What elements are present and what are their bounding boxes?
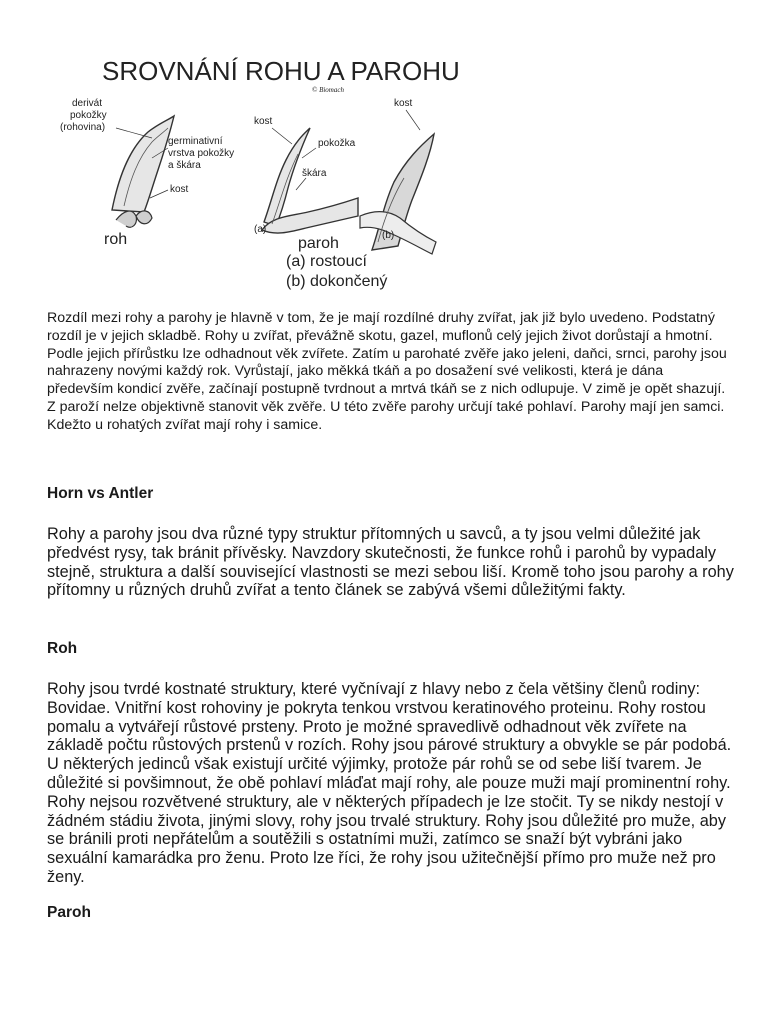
- intro-paragraph: Rozdíl mezi rohy a parohy je hlavně v tom, že je mají rozdílné druhy zvířat, jak již bylo uvedeno. Podstatný rozdíl je v jejich skladbě. Rohy u zvířat, převážně skotu, gazel, muflonů celý jejich život dorůstají a hmotní. Podle jejich přírůstku lze odhadnout věk zvířete. Zatím u parohaté zvěře jako jeleni, daňci, srnci, parohy jsou nahrazeny novými každý rok. Vyrůstají, jako měkká tkáň a po dosažení své velikosti, která je dána především kondicí zvěře, začínají postupně tvrdnout a mrtvá tkáň se z nich odlupuje. V zimě je opět shazují. Z paroží nelze objektivně stanovit věk zvěře. U této zvěře parohy určují také pohlaví. Parohy mají jen samci. Kdežto u rohatých zvířat mají rohy i samice.: [47, 310, 727, 433]
- label-b: (b): [382, 230, 395, 241]
- diagram-title: SROVNÁNÍ ROHU A PAROHU: [102, 56, 460, 86]
- heading-paroh: Paroh: [47, 904, 91, 921]
- label-roh: roh: [104, 231, 128, 248]
- label-rostouci: (a) rostoucí: [286, 253, 367, 270]
- antler-finished-illustration: [360, 110, 436, 254]
- heading-horn-vs-antler: Horn vs Antler: [47, 485, 154, 502]
- label-kost-antler-b: kost: [394, 98, 413, 109]
- diagram-copyright: © Biomach: [312, 86, 344, 94]
- label-skara: škára: [302, 168, 327, 179]
- label-germinativni: germinativní vrstva pokožky a škára: [168, 136, 235, 171]
- label-pokozka: pokožka: [318, 138, 356, 149]
- label-kost-antler-a: kost: [254, 116, 273, 127]
- label-a: (a): [254, 224, 267, 235]
- horn-illustration: [112, 116, 174, 227]
- label-dokonceny: (b) dokončený: [286, 273, 388, 290]
- label-derivat: derivát pokožky (rohovina): [60, 98, 107, 133]
- overview-paragraph: Rohy a parohy jsou dva různé typy struktur přítomných u savců, a ty jsou velmi důležité jak předvést rysy, tak bránit přívěsky. Navzdory skutečnosti, že funkce rohů i parohů by vypadaly stejně, struktura a další související vlastnosti se mezi sebou liší. Kromě toho jsou parohy a rohy přítomny u různých druhů zvířat a tento článek se zabývá všemi důležitými fakty.: [47, 525, 734, 600]
- label-paroh: paroh: [298, 235, 339, 252]
- horn-antler-diagram: [40, 40, 460, 300]
- roh-paragraph: Rohy jsou tvrdé kostnaté struktury, které vyčnívají z hlavy nebo z čela většiny členů rodiny: Bovidae. Vnitřní kost rohoviny je pokryta tenkou vrstvou keratinového proteinu. Rohy rostou pomalu a vytvářejí růstové prsteny. Proto je možné spravedlivě odhadnout věk zvířete na základě počtu růstových prstenů v rozích. Rohy jsou párové struktury a obvykle se pár podobá. U některých jedinců však existují určité výjimky, protože pár rohů se od sebe liší tvarem. Je důležité si povšimnout, že obě pohlaví mláďat mají rohy, ale pouze muži mají prominentní rohy. Rohy nejsou rozvětvené struktury, ale v některých případech je lze stočit. Ty se nikdy nestojí v žádném stádiu života, jinými slovy, rohy jsou trvalé struktury. Rohy jsou důležité pro muže, aby se bránili proti nepřátelům a soutěžili s ostatními muži, zatímco se snaží být vybráni jako sexuální kamarádka pro ženu. Proto lze říci, že rohy jsou užitečnější přímo pro muže než pro ženy.: [47, 680, 732, 886]
- heading-roh: Roh: [47, 640, 78, 657]
- label-kost-horn: kost: [170, 184, 189, 195]
